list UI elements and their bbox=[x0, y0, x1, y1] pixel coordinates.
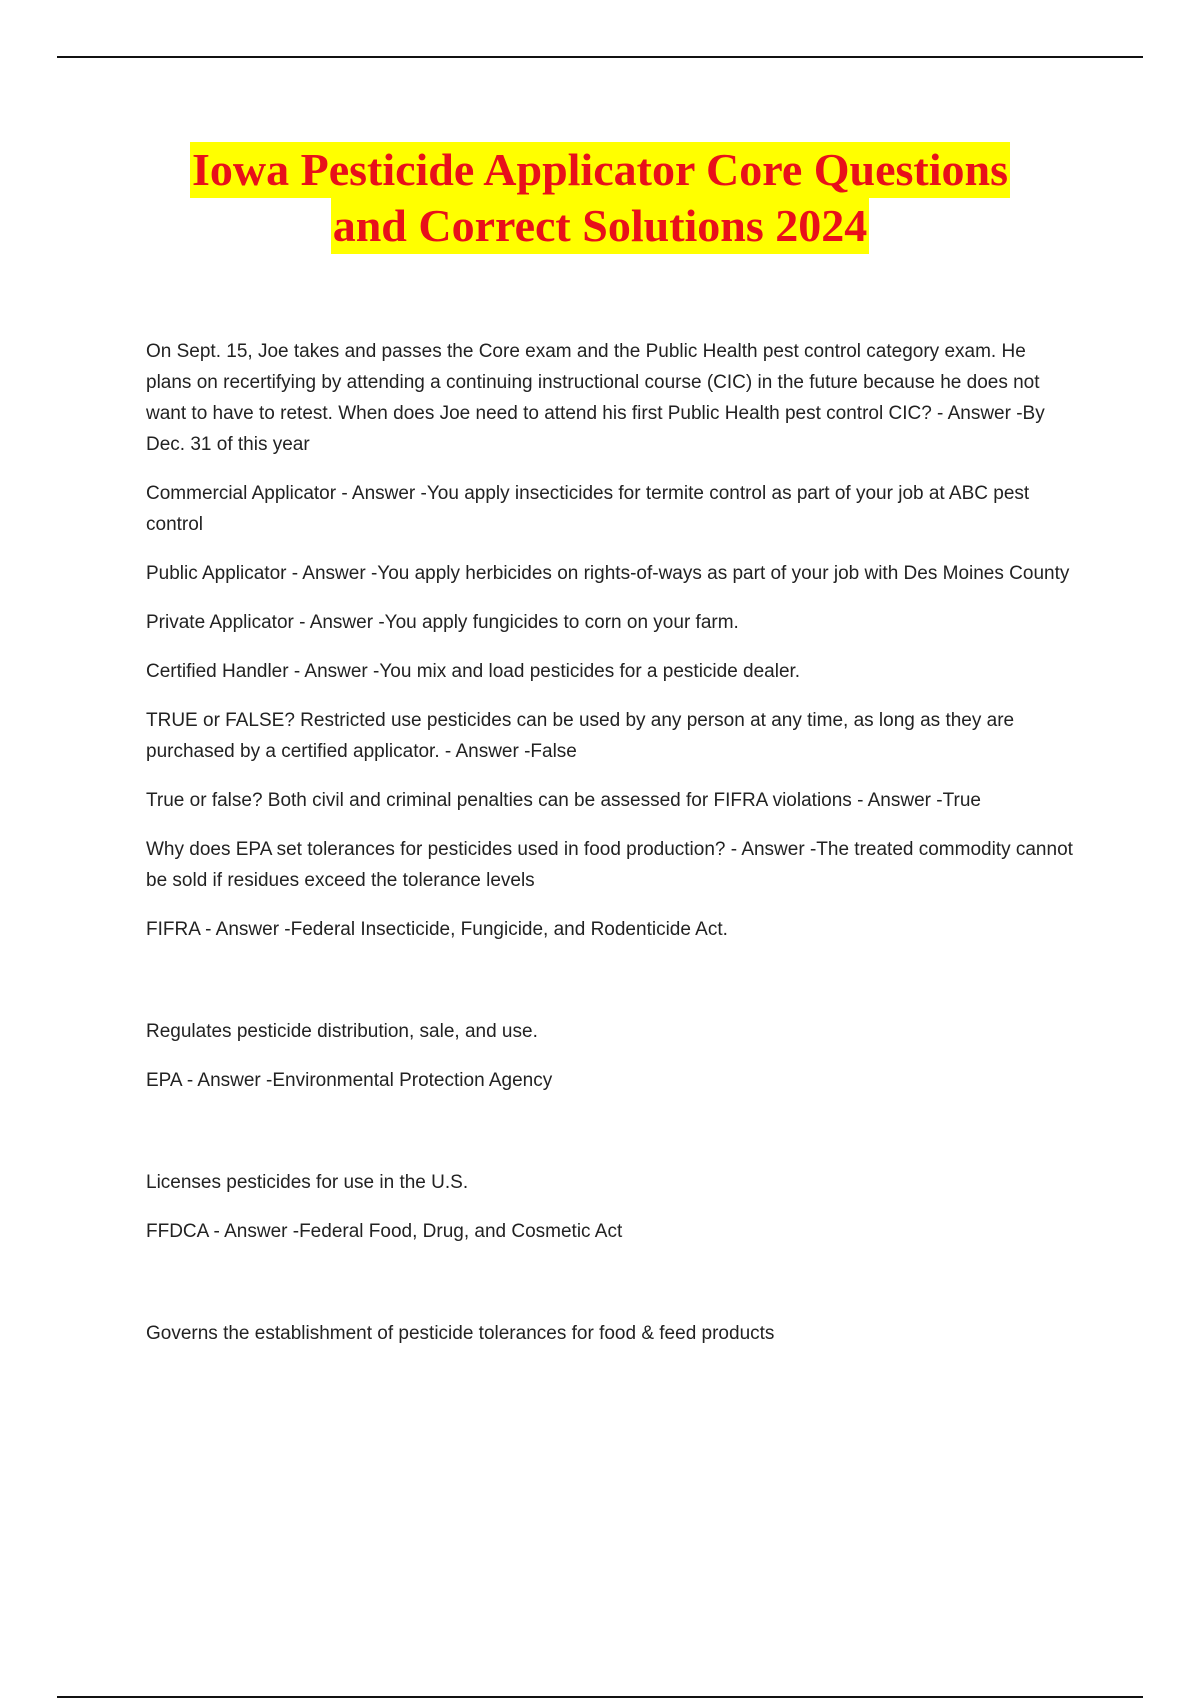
qa-restricted-use: TRUE or FALSE? Restricted use pesticides can be used by any person at any time, as long as they are purchased by a certified applicator. - Answer -False bbox=[146, 710, 1015, 762]
qa-public-applicator: Public Applicator - Answer -You apply herbicides on rights-of-ways as part of your job with Des Moines County bbox=[146, 563, 1070, 584]
blank-line bbox=[146, 963, 1076, 1016]
qa-joe-cic: On Sept. 15, Joe takes and passes the Core exam and the Public Health pest control category exam. He plans on recertifying by attending a continuing instructional course (CIC) in the future because he does not want to have to retest. When does Joe need to attend his first Public Health pest control CIC? - Answer -By Dec. 31 of this year bbox=[146, 341, 1045, 455]
blank-line bbox=[146, 1265, 1076, 1318]
qa-civil-criminal: True or false? Both civil and criminal penalties can be assessed for FIFRA violations - Answer -True bbox=[146, 790, 981, 811]
document-title bbox=[0, 142, 1200, 254]
blank-line bbox=[146, 1114, 1076, 1167]
document-body bbox=[146, 336, 1076, 1367]
epa-description: Licenses pesticides for use in the U.S. bbox=[146, 1172, 469, 1193]
qa-ffdca: FFDCA - Answer -Federal Food, Drug, and Cosmetic Act bbox=[146, 1221, 623, 1242]
fifra-description: Regulates pesticide distribution, sale, and use. bbox=[146, 1021, 538, 1042]
title-line-1: Iowa Pesticide Applicator Core Questions bbox=[190, 142, 1010, 198]
ffdca-description: Governs the establishment of pesticide tolerances for food & feed products bbox=[146, 1323, 775, 1344]
qa-commercial-applicator: Commercial Applicator - Answer -You apply insecticides for termite control as part of your job at ABC pest control bbox=[146, 483, 1030, 535]
top-rule bbox=[57, 56, 1143, 58]
qa-epa: EPA - Answer -Environmental Protection Agency bbox=[146, 1070, 553, 1091]
bottom-rule bbox=[57, 1696, 1143, 1698]
qa-fifra: FIFRA - Answer -Federal Insecticide, Fungicide, and Rodenticide Act. bbox=[146, 919, 728, 940]
qa-certified-handler: Certified Handler - Answer -You mix and load pesticides for a pesticide dealer. bbox=[146, 661, 801, 682]
title-line-2: and Correct Solutions 2024 bbox=[331, 198, 870, 254]
qa-private-applicator: Private Applicator - Answer -You apply fungicides to corn on your farm. bbox=[146, 612, 739, 633]
qa-epa-tolerances: Why does EPA set tolerances for pesticides used in food production? - Answer -The treated commodity cannot be sold if residues exceed the tolerance levels bbox=[146, 839, 1073, 891]
